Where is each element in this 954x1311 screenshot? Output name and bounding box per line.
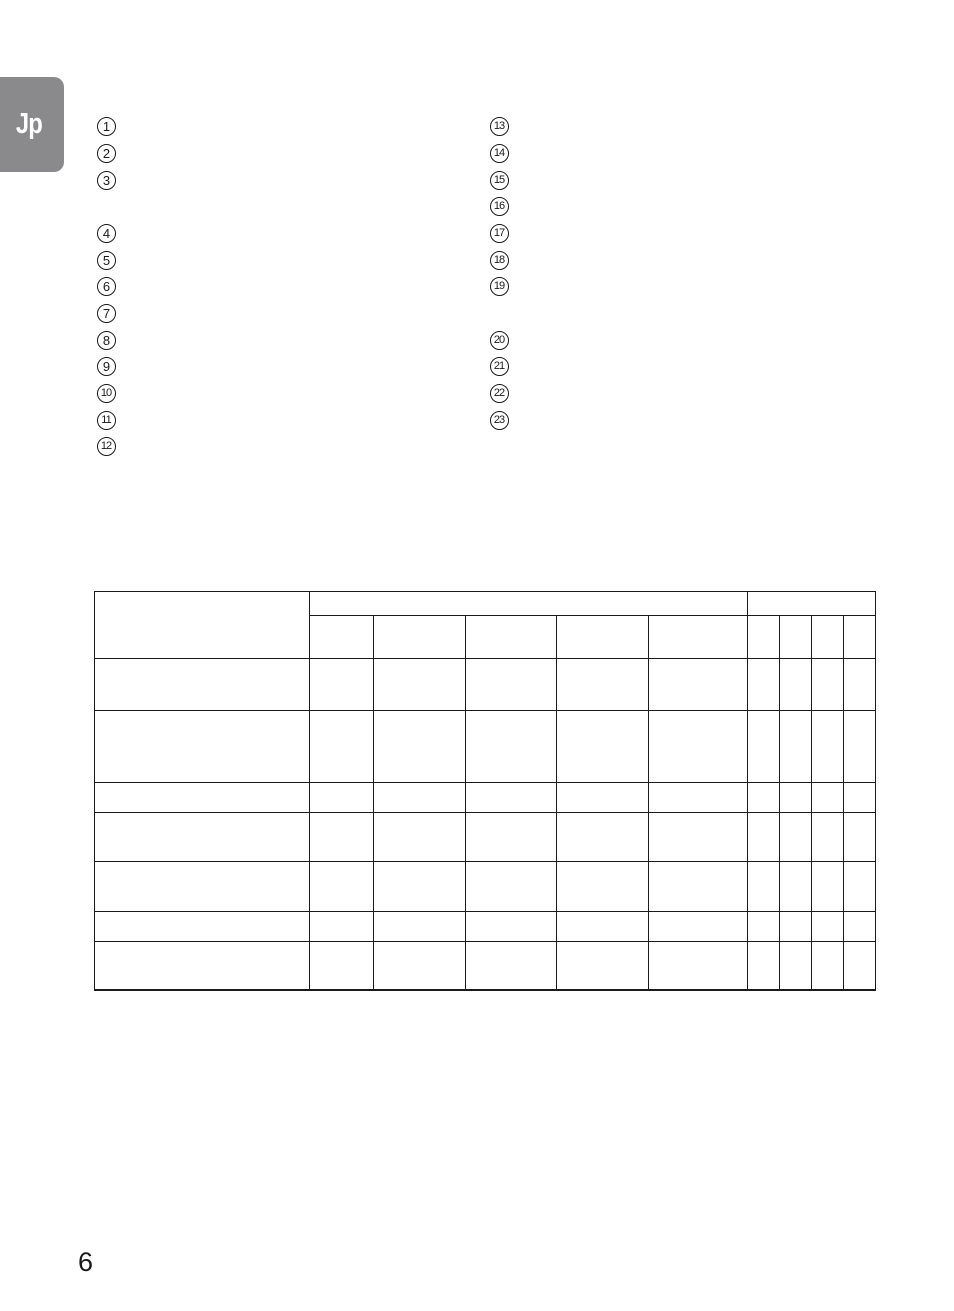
table-subheader-cell — [844, 616, 876, 659]
part-marker-number: 18 — [490, 251, 509, 270]
part-marker-number: 13 — [490, 117, 509, 136]
table-row — [95, 912, 876, 942]
part-marker-number: 8 — [97, 331, 116, 350]
part-marker-18 — [489, 250, 510, 271]
part-marker-12 — [96, 436, 117, 457]
table-row — [95, 813, 876, 862]
part-marker-13 — [489, 116, 510, 137]
part-marker-number: 12 — [97, 437, 116, 456]
language-tab — [0, 77, 64, 172]
part-marker-8 — [96, 330, 117, 351]
part-marker-6 — [96, 276, 117, 297]
part-marker-number: 7 — [97, 304, 116, 323]
page-number: 6 — [78, 1247, 94, 1277]
part-marker-16 — [489, 196, 510, 217]
table-subheader-cell — [310, 616, 374, 659]
part-marker-3 — [96, 170, 117, 191]
table-subheader-cell — [748, 616, 780, 659]
table-subheader-cell — [649, 616, 748, 659]
part-marker-number: 1 — [97, 117, 116, 136]
part-marker-number: 16 — [490, 197, 509, 216]
table-row — [95, 783, 876, 813]
part-marker-number: 15 — [490, 171, 509, 190]
part-marker-number: 23 — [490, 411, 509, 430]
part-marker-number: 5 — [97, 251, 116, 270]
table-row — [95, 711, 876, 783]
part-marker-number: 19 — [490, 277, 509, 296]
part-marker-4 — [96, 223, 117, 244]
table-subheader-cell — [466, 616, 557, 659]
part-marker-number: 14 — [490, 144, 509, 163]
part-marker-23 — [489, 410, 510, 431]
part-marker-11 — [96, 410, 117, 431]
table-subheader-cell — [557, 616, 649, 659]
table-subheader-cell — [780, 616, 812, 659]
part-marker-number: 20 — [490, 331, 509, 350]
spec-table — [94, 591, 876, 991]
table-row — [95, 942, 876, 990]
table-header-cell — [95, 592, 310, 659]
table-subheader-cell — [812, 616, 844, 659]
part-marker-number: 17 — [490, 224, 509, 243]
part-marker-22 — [489, 383, 510, 404]
part-marker-number: 9 — [97, 357, 116, 376]
part-marker-15 — [489, 170, 510, 191]
part-marker-number: 11 — [97, 411, 116, 430]
part-marker-number: 2 — [97, 144, 116, 163]
table-header-cell — [748, 592, 876, 616]
part-marker-21 — [489, 356, 510, 377]
table-header-cell — [310, 592, 748, 616]
part-marker-number: 10 — [97, 384, 116, 403]
table-row — [95, 862, 876, 912]
part-marker-19 — [489, 276, 510, 297]
table-header-row — [95, 592, 876, 616]
table-subheader-cell — [374, 616, 466, 659]
table-row — [95, 659, 876, 711]
part-marker-number: 22 — [490, 384, 509, 403]
part-marker-2 — [96, 143, 117, 164]
part-marker-1 — [96, 116, 117, 137]
part-marker-9 — [96, 356, 117, 377]
part-marker-number: 4 — [97, 224, 116, 243]
part-marker-20 — [489, 330, 510, 351]
part-marker-17 — [489, 223, 510, 244]
part-marker-number: 21 — [490, 357, 509, 376]
language-tab-label: Jp — [15, 108, 43, 140]
part-marker-14 — [489, 143, 510, 164]
part-marker-number: 6 — [97, 277, 116, 296]
part-marker-number: 3 — [97, 171, 116, 190]
part-marker-5 — [96, 250, 117, 271]
part-marker-10 — [96, 383, 117, 404]
part-marker-7 — [96, 303, 117, 324]
